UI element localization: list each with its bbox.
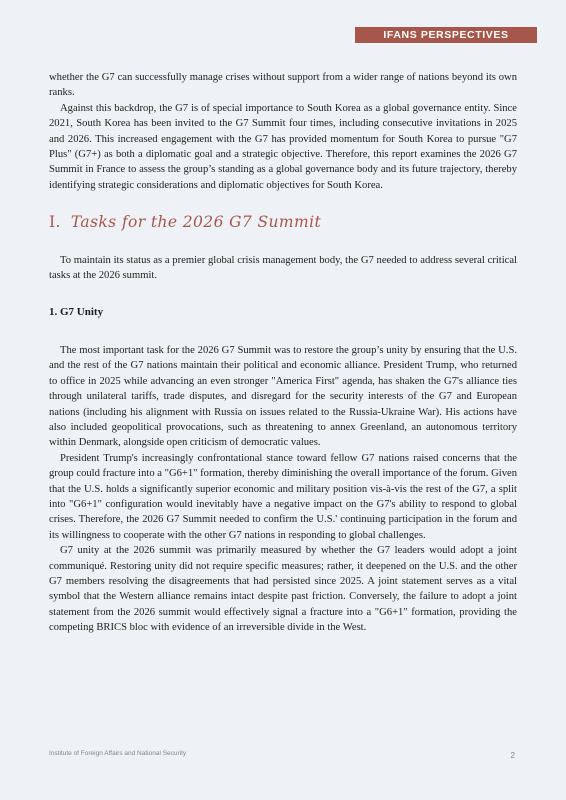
section-intro-paragraph: To maintain its status as a premier global crisis management body, the G7 needed to address several critical tasks at the 2026 summit. — [49, 254, 517, 282]
section-title: Tasks for the 2026 G7 Summit — [70, 213, 322, 232]
section-number: Ⅰ. — [49, 213, 61, 232]
body-paragraph: The most important task for the 2026 G7 Summit was to restore the group’s unity by ensuring that the U.S. and the rest of the G7 nations maintain their political and economic alliance. President Trump, who returned to office in 2025 while advancing an even stronger "America First" agenda, has shaken the G7's alliance ties through unilateral tariffs, trade disputes, and disregard for the security interests of the G7 and European nations (including his alignment with Russia on issues related to the Russia-Ukraine War). His actions have also included geopolitical provocations, such as threatening to annex Greenland, an autonomous territory within Denmark, alongside open criticism of democratic values. — [49, 344, 517, 449]
subsection-heading: 1. G7 Unity — [49, 306, 104, 319]
body-paragraph: whether the G7 can successfully manage crises without support from a wider range of nations beyond its own ranks. — [49, 72, 517, 99]
body-content — [49, 70, 517, 636]
page-number: 2 — [510, 751, 515, 760]
footer-institute: Institute of Foreign Affairs and National Security — [49, 750, 187, 757]
body-paragraph: Against this backdrop, the G7 is of special importance to South Korea as a global governance entity. Since 2021, South Korea has been invited to the G7 Summit four times, including consecutive invitations in 2025 and 2026. This increased engagement with the G7 has provided momentum for South Korea to pursue "G7 Plus" (G7+) as both a diplomatic goal and a strategic objective. Therefore, this report examines the 2026 G7 Summit in France to assess the group’s standing as a global governance body and its future trajectory, thereby identifying strategic considerations and diplomatic objectives for South Korea. — [49, 102, 517, 191]
series-badge: IFANS PERSPECTIVES — [355, 27, 537, 43]
body-paragraph: President Trump's increasingly confrontational stance toward fellow G7 nations raised concerns that the group could fracture into a "G6+1" formation, thereby diminishing the overall importance of the forum. Given that the U.S. holds a significantly superior economic and military position vis-à-vis the rest of the G7, a split into "G6+1" configuration would inevitably have a negative impact on the G7's ability to respond to global crises. Therefore, the 2026 G7 Summit needed to confirm the U.S.' continuing participation in the forum and its willingness to cooperate with the other G7 nations in responding to global challenges. — [49, 452, 517, 541]
section-heading — [49, 215, 517, 230]
body-paragraph: G7 unity at the 2026 summit was primarily measured by whether the G7 leaders would adopt a joint communiqué. Restoring unity did not require specific measures; rather, it deepened on the U.S. and the other G7 members resolving the disagreements that had persisted since 2025. A joint statement serves as a vital symbol that the Western alliance remains intact despite past friction. Conversely, the failure to adopt a joint statement from the 2026 summit would effectively signal a fracture into a "G6+1" formation, providing the competing BRICS bloc with evidence of an irreversible divide in the West. — [49, 545, 517, 634]
